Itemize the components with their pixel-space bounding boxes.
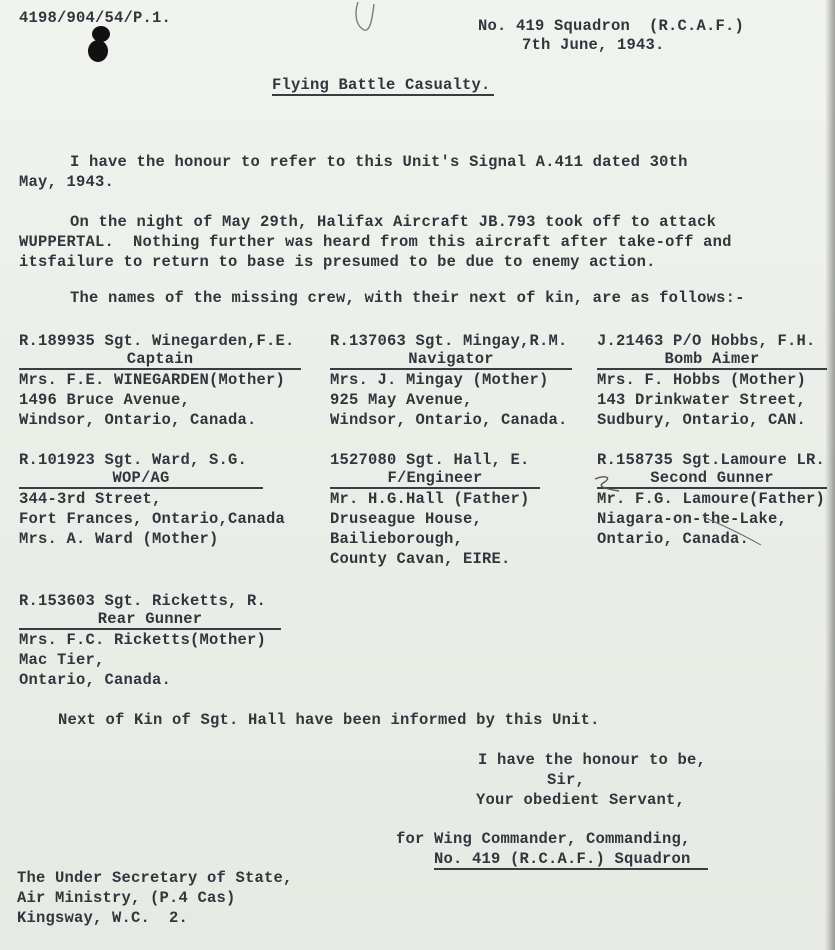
- kin-line: Bailieborough,: [330, 530, 464, 548]
- crew-role-underline: [330, 487, 540, 489]
- crew-name-line: R.189935 Sgt. Winegarden,F.E.: [19, 332, 295, 350]
- crew-role: Navigator: [408, 350, 494, 368]
- next-of-kin-notice: Next of Kin of Sgt. Hall have been informed by this Unit.: [58, 711, 600, 729]
- kin-line: Druseague House,: [330, 510, 483, 528]
- closing-line-2: Sir,: [547, 771, 586, 789]
- squadron-heading: No. 419 Squadron (R.C.A.F.): [478, 17, 745, 35]
- kin-line: 925 May Avenue,: [330, 391, 473, 409]
- crew-role-underline: [330, 368, 572, 370]
- kin-line: Mrs. J. Mingay (Mother): [330, 371, 549, 389]
- kin-line: Ontario, Canada.: [597, 530, 750, 548]
- file-reference: 4198/904/54/P.1.: [19, 9, 172, 27]
- crew-name-line: R.153603 Sgt. Ricketts, R.: [19, 592, 267, 610]
- kin-line: County Cavan, EIRE.: [330, 550, 511, 568]
- kin-line: Mrs. F.C. Ricketts(Mother): [19, 631, 267, 649]
- kin-line: 1496 Bruce Avenue,: [19, 391, 191, 409]
- crew-name-line: R.158735 Sgt.Lamoure LR.: [597, 451, 826, 469]
- kin-line: Windsor, Ontario, Canada.: [19, 411, 257, 429]
- kin-line: Mrs. F. Hobbs (Mother): [597, 371, 807, 389]
- crew-role: WOP/AG: [112, 469, 170, 487]
- kin-line: Mac Tier,: [19, 651, 105, 669]
- letter-date: 7th June, 1943.: [522, 36, 665, 54]
- crew-role-underline: [597, 368, 827, 370]
- kin-line: 344-3rd Street,: [19, 490, 162, 508]
- page-edge-shadow: [825, 0, 835, 950]
- paragraph-3: The names of the missing crew, with their next of kin, are as follows:-: [70, 289, 745, 307]
- crew-role: F/Engineer: [387, 469, 483, 487]
- ink-blot-redaction: [88, 24, 112, 64]
- kin-line: Mrs. A. Ward (Mother): [19, 530, 219, 548]
- kin-line: Mr. F.G. Lamoure(Father): [597, 490, 826, 508]
- paragraph-1-line-1: I have the honour to refer to this Unit's Signal A.411 dated 30th: [70, 153, 688, 171]
- kin-line: Ontario, Canada.: [19, 671, 172, 689]
- kin-line: Mrs. F.E. WINEGARDEN(Mother): [19, 371, 286, 389]
- crew-name-line: R.137063 Sgt. Mingay,R.M.: [330, 332, 568, 350]
- crew-role-underline: [19, 487, 263, 489]
- address-line-1: The Under Secretary of State,: [17, 869, 293, 887]
- signature-line-2: No. 419 (R.C.A.F.) Squadron: [434, 850, 691, 868]
- kin-line: Windsor, Ontario, Canada.: [330, 411, 568, 429]
- title-underline: [272, 94, 494, 96]
- crew-role: Captain: [126, 350, 194, 368]
- crew-role: Rear Gunner: [97, 610, 203, 628]
- crew-role: Bomb Aimer: [664, 350, 760, 368]
- pencil-check-mark: [593, 473, 793, 553]
- kin-line: Mr. H.G.Hall (Father): [330, 490, 530, 508]
- paragraph-2-line-2: WUPPERTAL. Nothing further was heard from this aircraft after take-off and: [19, 233, 732, 251]
- paragraph-1-line-2: May, 1943.: [19, 173, 115, 191]
- kin-line: Niagara-on-the-Lake,: [597, 510, 788, 528]
- paragraph-2-line-1: On the night of May 29th, Halifax Aircraft JB.793 took off to attack: [70, 213, 717, 231]
- closing-line-3: Your obedient Servant,: [476, 791, 686, 809]
- kin-line: Sudbury, Ontario, CAN.: [597, 411, 807, 429]
- kin-line: Fort Frances, Ontario,Canada: [19, 510, 286, 528]
- crew-role: Second Gunner: [650, 469, 774, 487]
- crew-name-line: 1527080 Sgt. Hall, E.: [330, 451, 530, 469]
- letter-title: Flying Battle Casualty.: [272, 76, 491, 94]
- address-line-2: Air Ministry, (P.4 Cas): [17, 889, 236, 907]
- closing-line-1: I have the honour to be,: [478, 751, 707, 769]
- crew-role-underline: [19, 628, 281, 630]
- pencil-scribble-mark: [350, 0, 380, 40]
- address-line-3: Kingsway, W.C. 2.: [17, 909, 189, 927]
- signature-line-1: for Wing Commander, Commanding,: [396, 830, 691, 848]
- crew-role-underline: [19, 368, 301, 370]
- kin-line: 143 Drinkwater Street,: [597, 391, 807, 409]
- crew-name-line: R.101923 Sgt. Ward, S.G.: [19, 451, 248, 469]
- signature-underline: [434, 868, 708, 870]
- crew-name-line: J.21463 P/O Hobbs, F.H.: [597, 332, 816, 350]
- paragraph-2-line-3: itsfailure to return to base is presumed to be due to enemy action.: [19, 253, 656, 271]
